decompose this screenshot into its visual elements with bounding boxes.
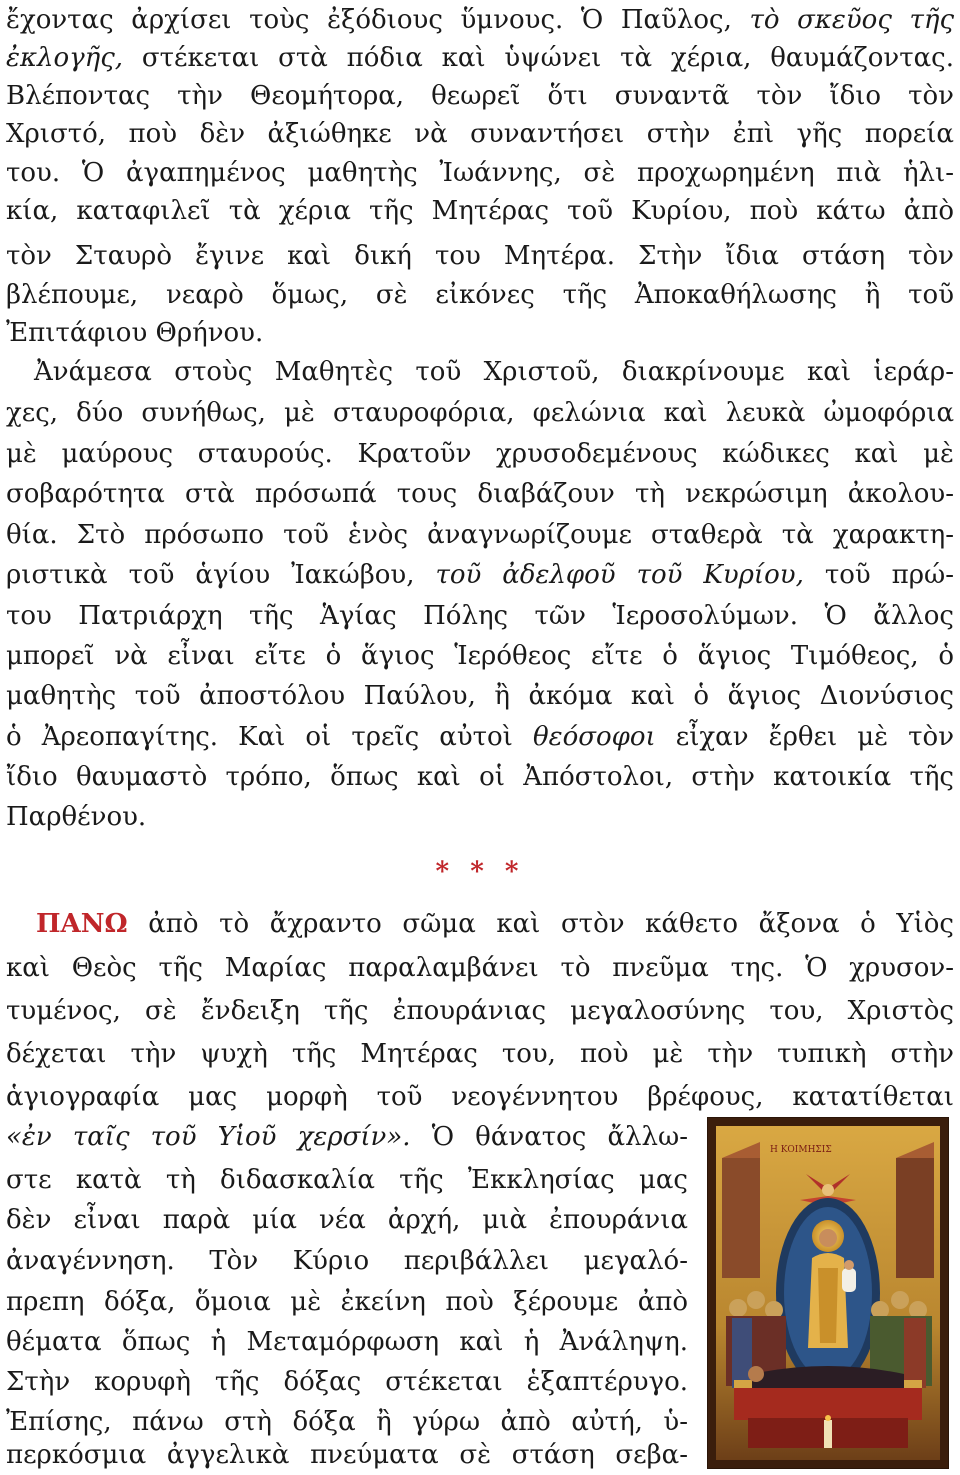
dormition-icon-image	[707, 1117, 949, 1469]
text-line: ριστικὰ τοῦ ἁγίου Ἰακώβου, τοῦ ἀδελφοῦ τοῦ Κυρίου, τοῦ πρώ-	[6, 560, 954, 590]
text-line: ἁγιογραφία μας μορφὴ τοῦ νεογέννητου βρέφους, κατατίθεται	[6, 1082, 954, 1112]
text-line: Στὴν κορυφὴ τῆς δόξας στέκεται ἑξαπτέρυγο.	[6, 1367, 688, 1397]
text-line: σοβαρότητα στὰ πρόσωπά τους διαβάζουν τὴ νεκρώσιμη ἀκολου-	[6, 479, 954, 509]
text-line: θέματα ὅπως ἡ Μεταμόρφωση καὶ ἡ Ἀνάληψη.	[6, 1327, 688, 1357]
text-line: κία, καταφιλεῖ τὰ χέρια τῆς Μητέρας τοῦ Κυρίου, ποὺ κάτω ἀπὸ	[6, 196, 954, 226]
text-line: του Πατριάρχη τῆς Ἁγίας Πόλης τῶν Ἱεροσολύμων. Ὁ ἄλλος	[6, 601, 954, 631]
section-lead-word: ΠΑΝΩ	[36, 909, 128, 939]
text-line: Παρθένου.	[6, 802, 147, 832]
text-line: του. Ὁ ἀγαπημένος μαθητὴς Ἰωάννης, σὲ προχωρημένη πιὰ ἡλι-	[6, 158, 954, 188]
text-line: Χριστό, ποὺ δὲν ἀξιώθηκε νὰ συναντήσει στὴν ἐπὶ γῆς πορεία	[6, 119, 954, 149]
text-line: περκόσμια ἀγγελικὰ πνεύματα σὲ στάση σεβα-	[6, 1440, 688, 1470]
text-line: Ἀνάμεσα στοὺς Μαθητὲς τοῦ Χριστοῦ, διακρίνουμε καὶ ἱεράρ-	[34, 357, 954, 387]
text-line: ΠΑΝΩ ἀπὸ τὸ ἄχραντο σῶμα καὶ στὸν κάθετο ἄξονα ὁ Υἱὸς	[36, 909, 954, 939]
text-line: δέχεται τὴν ψυχὴ τῆς Μητέρας του, ποὺ μὲ τὴν τυπικὴ στὴν	[6, 1039, 954, 1069]
text-line: στε κατὰ τὴ διδασκαλία τῆς Ἐκκλησίας μας	[6, 1165, 688, 1195]
text-line: μὲ μαύρους σταυρούς. Κρατοῦν χρυσοδεμένους κώδικες καὶ μὲ	[6, 439, 954, 469]
text-line: θία. Στὸ πρόσωπο τοῦ ἑνὸς ἀναγνωρίζουμε σταθερὰ τὰ χαρακτη-	[6, 520, 954, 550]
text-line: Ἐπιτάφιου Θρήνου.	[6, 318, 264, 348]
text-line: τυμένος, σὲ ἔνδειξη τῆς ἐπουράνιας μεγαλοσύνης του, Χριστὸς	[6, 996, 954, 1026]
text-line: ἀναγέννηση. Τὸν Κύριο περιβάλλει μεγαλό-	[6, 1246, 688, 1276]
text-line: δὲν εἶναι παρὰ μία νέα ἀρχή, μιὰ ἐπουράνια	[6, 1205, 688, 1235]
text-line: τὸν Σταυρὸ ἔγινε καὶ δική του Μητέρα. Στὴν ἴδια στάση τὸν	[6, 241, 954, 271]
text-line: πρεπη δόξα, ὅμοια μὲ ἐκείνη ποὺ ξέρουμε ἀπὸ	[6, 1287, 688, 1317]
text-line: ἴδιο θαυμαστὸ τρόπο, ὅπως καὶ οἱ Ἀπόστολοι, στὴν κατοικία τῆς	[6, 762, 954, 792]
text-line: χες, δύο συνήθως, μὲ σταυροφόρια, φελώνια καὶ λευκὰ ὠμοφόρια	[6, 398, 954, 428]
text-line: μαθητὴς τοῦ ἀποστόλου Παύλου, ἢ ἀκόμα καὶ ὁ ἅγιος Διονύσιος	[6, 681, 954, 711]
svg-text:Η ΚΟΙΜΗΣΙΣ: Η ΚΟΙΜΗΣΙΣ	[770, 1145, 832, 1155]
text-line: Βλέποντας τὴν Θεομήτορα, θεωρεῖ ὅτι συναντᾶ τὸν ἴδιο τὸν	[6, 81, 954, 111]
text-line: ὁ Ἀρεοπαγίτης. Καὶ οἱ τρεῖς αὐτοὶ θεόσοφοι εἶχαν ἔρθει μὲ τὸν	[6, 722, 955, 752]
text-line: μπορεῖ νὰ εἶναι εἴτε ὁ ἅγιος Ἱερόθεος εἴτε ὁ ἅγιος Τιμόθεος, ὁ	[6, 641, 954, 671]
text-line: «ἐν ταῖς τοῦ Υἱοῦ χερσίν». Ὁ θάνατος ἄλλω-	[6, 1122, 689, 1152]
text-line: Ἐπίσης, πάνω στὴ δόξα ἢ γύρω ἀπὸ αὐτή, ὑ-	[6, 1407, 688, 1437]
text-line: καὶ Θεὸς τῆς Μαρίας παραλαμβάνει τὸ πνεῦμα της. Ὁ χρυσον-	[6, 953, 954, 983]
text-line: ἔχοντας ἀρχίσει τοὺς ἐξόδιους ὕμνους. Ὁ Παῦλος, τὸ σκεῦος τῆς	[6, 5, 955, 35]
text-line: ἐκλογῆς, στέκεται στὰ πόδια καὶ ὑψώνει τὰ χέρια, θαυμάζοντας.	[6, 43, 954, 73]
section-separator: * * *	[435, 857, 525, 887]
text-line: βλέπουμε, νεαρὸ ὅμως, σὲ εἰκόνες τῆς Ἀποκαθήλωσης ἢ τοῦ	[6, 280, 954, 310]
